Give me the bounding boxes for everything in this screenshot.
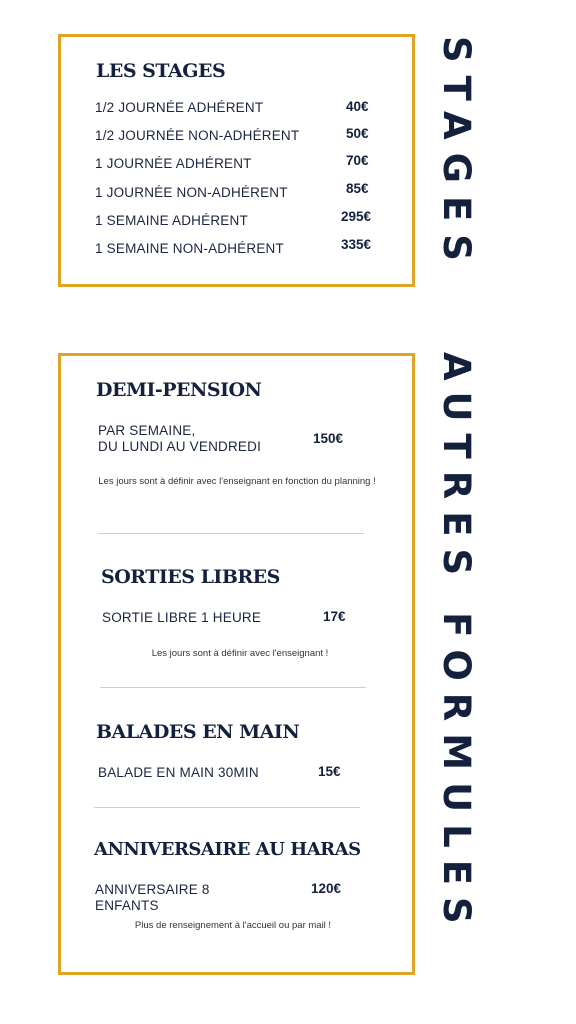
stages-heading: LES STAGES: [96, 60, 226, 82]
stages-row-price: 335€: [341, 237, 372, 252]
anniversaire-label-line1: ANNIVERSAIRE 8: [95, 882, 210, 897]
sorties-price: 17€: [323, 609, 346, 624]
sorties-heading: SORTIES LIBRES: [101, 566, 280, 588]
sorties-label: SORTIE LIBRE 1 HEURE: [102, 610, 262, 625]
stages-row-label: 1 SEMAINE ADHÉRENT: [95, 213, 248, 228]
sorties-note: Les jours sont à définir avec l'enseignant !: [151, 648, 329, 659]
anniversaire-label-line2: ENFANTS: [95, 898, 159, 913]
balades-heading: BALADES EN MAIN: [96, 721, 300, 743]
demi-pension-price: 150€: [313, 431, 344, 446]
balades-price: 15€: [318, 764, 341, 779]
stages-vertical-title: STAGES: [435, 36, 478, 274]
stages-row-label: 1/2 JOURNÉE ADHÉRENT: [95, 100, 264, 115]
stages-row-label: 1 JOURNÉE ADHÉRENT: [95, 156, 252, 171]
anniversaire-heading: ANNIVERSAIRE AU HARAS: [94, 839, 361, 860]
separator: [94, 807, 360, 808]
anniversaire-note: Plus de renseignement à l'accueil ou par mail !: [134, 920, 332, 931]
balades-label: BALADE EN MAIN 30MIN: [98, 765, 259, 780]
stages-row-label: 1/2 JOURNÉE NON-ADHÉRENT: [95, 128, 300, 143]
stages-row-price: 70€: [346, 153, 369, 168]
anniversaire-price: 120€: [311, 881, 342, 896]
separator: [98, 533, 364, 534]
stages-row-price: 40€: [346, 99, 369, 114]
stages-row-price: 295€: [341, 209, 372, 224]
stages-row-label: 1 SEMAINE NON-ADHÉRENT: [95, 241, 284, 256]
demi-pension-note: Les jours sont à définir avec l'enseignant en fonction du planning !: [98, 476, 376, 487]
demi-pension-label-line2: DU LUNDI AU VENDREDI: [98, 439, 262, 454]
stages-row-price: 50€: [346, 126, 369, 141]
stages-row-label: 1 JOURNÉE NON-ADHÉRENT: [95, 185, 288, 200]
stages-row-price: 85€: [346, 181, 369, 196]
demi-pension-label-line1: PAR SEMAINE,: [98, 423, 196, 438]
demi-pension-heading: DEMI-PENSION: [96, 379, 262, 401]
separator: [100, 687, 366, 688]
autres-formules-vertical-title: AUTRES FORMULES: [435, 352, 478, 936]
